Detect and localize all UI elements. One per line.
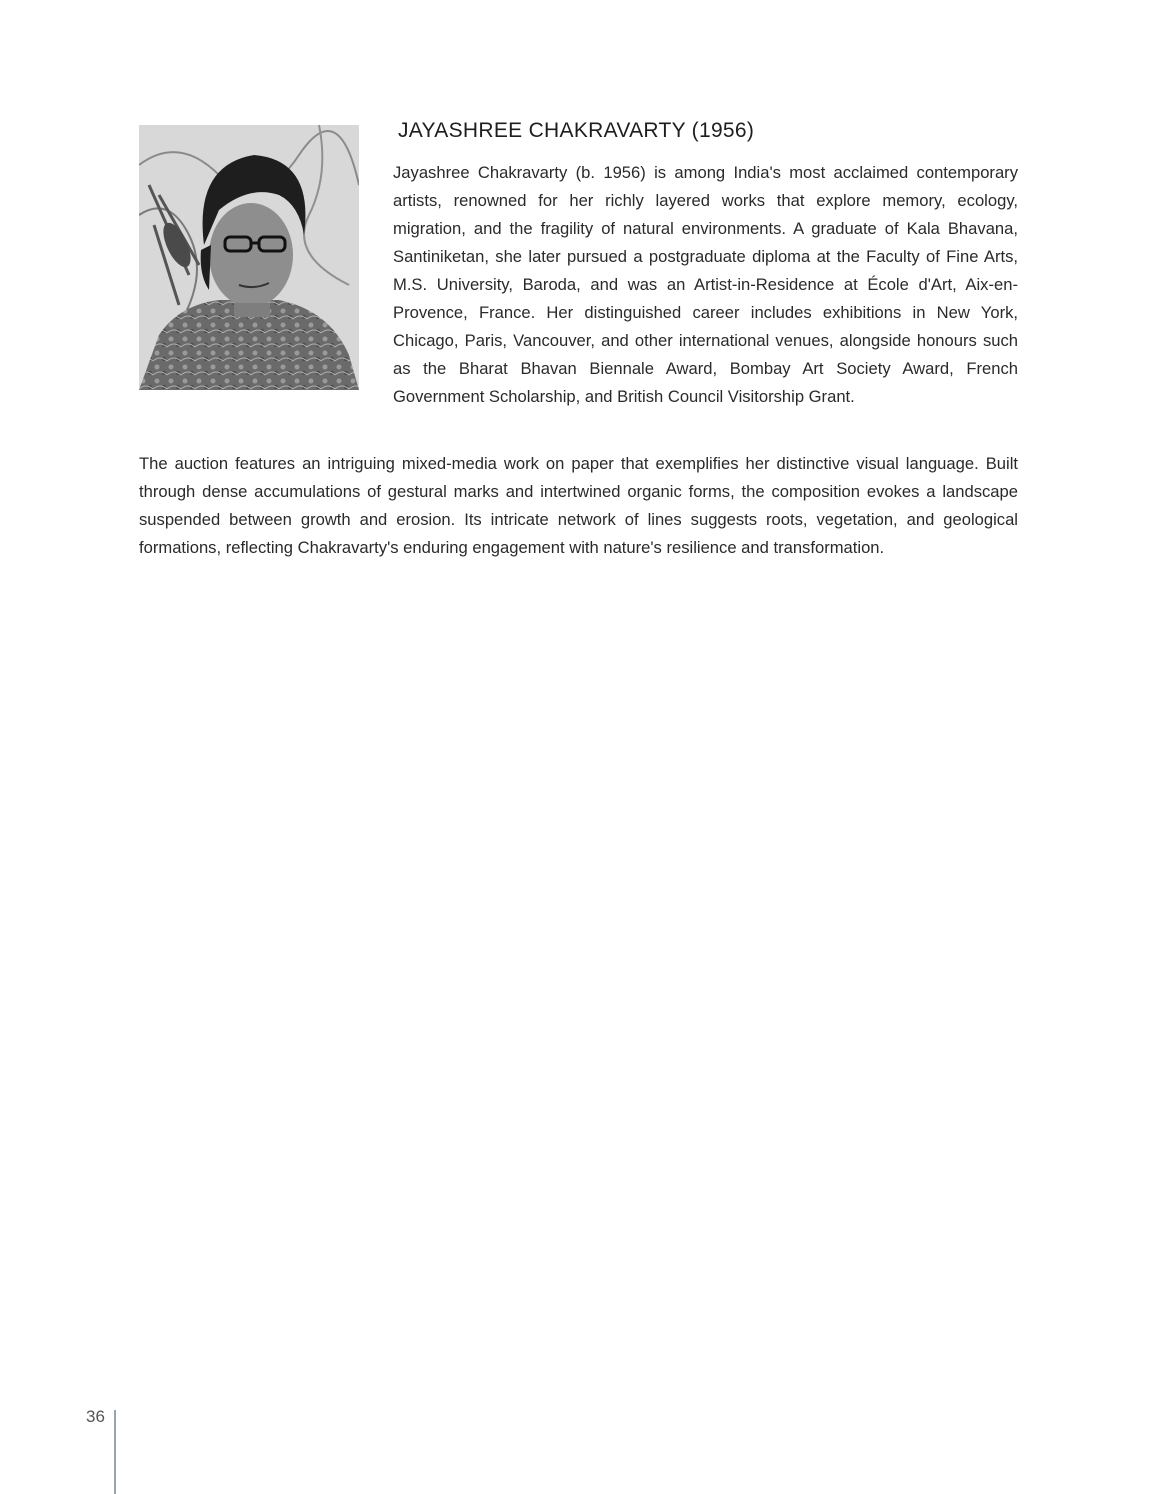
page-number: 36 — [86, 1407, 105, 1426]
artist-bio: Jayashree Chakravarty (b. 1956) is among India's most acclaimed contemporary artists, renowned for her richly layered works that explore memory, ecology, migration, and the fragility of natural environments. A graduate of Kala Bhavana, Santiniketan, she later pursued a postgraduate diploma at the Faculty of Fine Arts, M.S. University, Baroda, and was an Artist-in-Residence at École d'Art, Aix-en-Provence, France. Her distinguished career includes exhibitions in New York, Chicago, Paris, Vancouver, and other international venues, alongside honours such as the Bharat Bhavan Biennale Award, Bombay Art Society Award, French Government Scholarship, and British Council Visitorship Grant. — [393, 163, 1018, 406]
artist-portrait — [139, 125, 359, 390]
auction-description: The auction features an intriguing mixed-media work on paper that exemplifies her distinctive visual language. Built through dense accumulations of gestural marks and intertwined organic forms, the composition evokes a landscape suspended between growth and erosion. Its intricate network of lines suggests roots, vegetation, and geological formations, reflecting Chakravarty's enduring engagement with nature's resilience and transformation. — [139, 454, 1018, 557]
page-number-divider — [114, 1410, 116, 1494]
artist-title: JAYASHREE CHAKRAVARTY (1956) — [398, 119, 755, 142]
